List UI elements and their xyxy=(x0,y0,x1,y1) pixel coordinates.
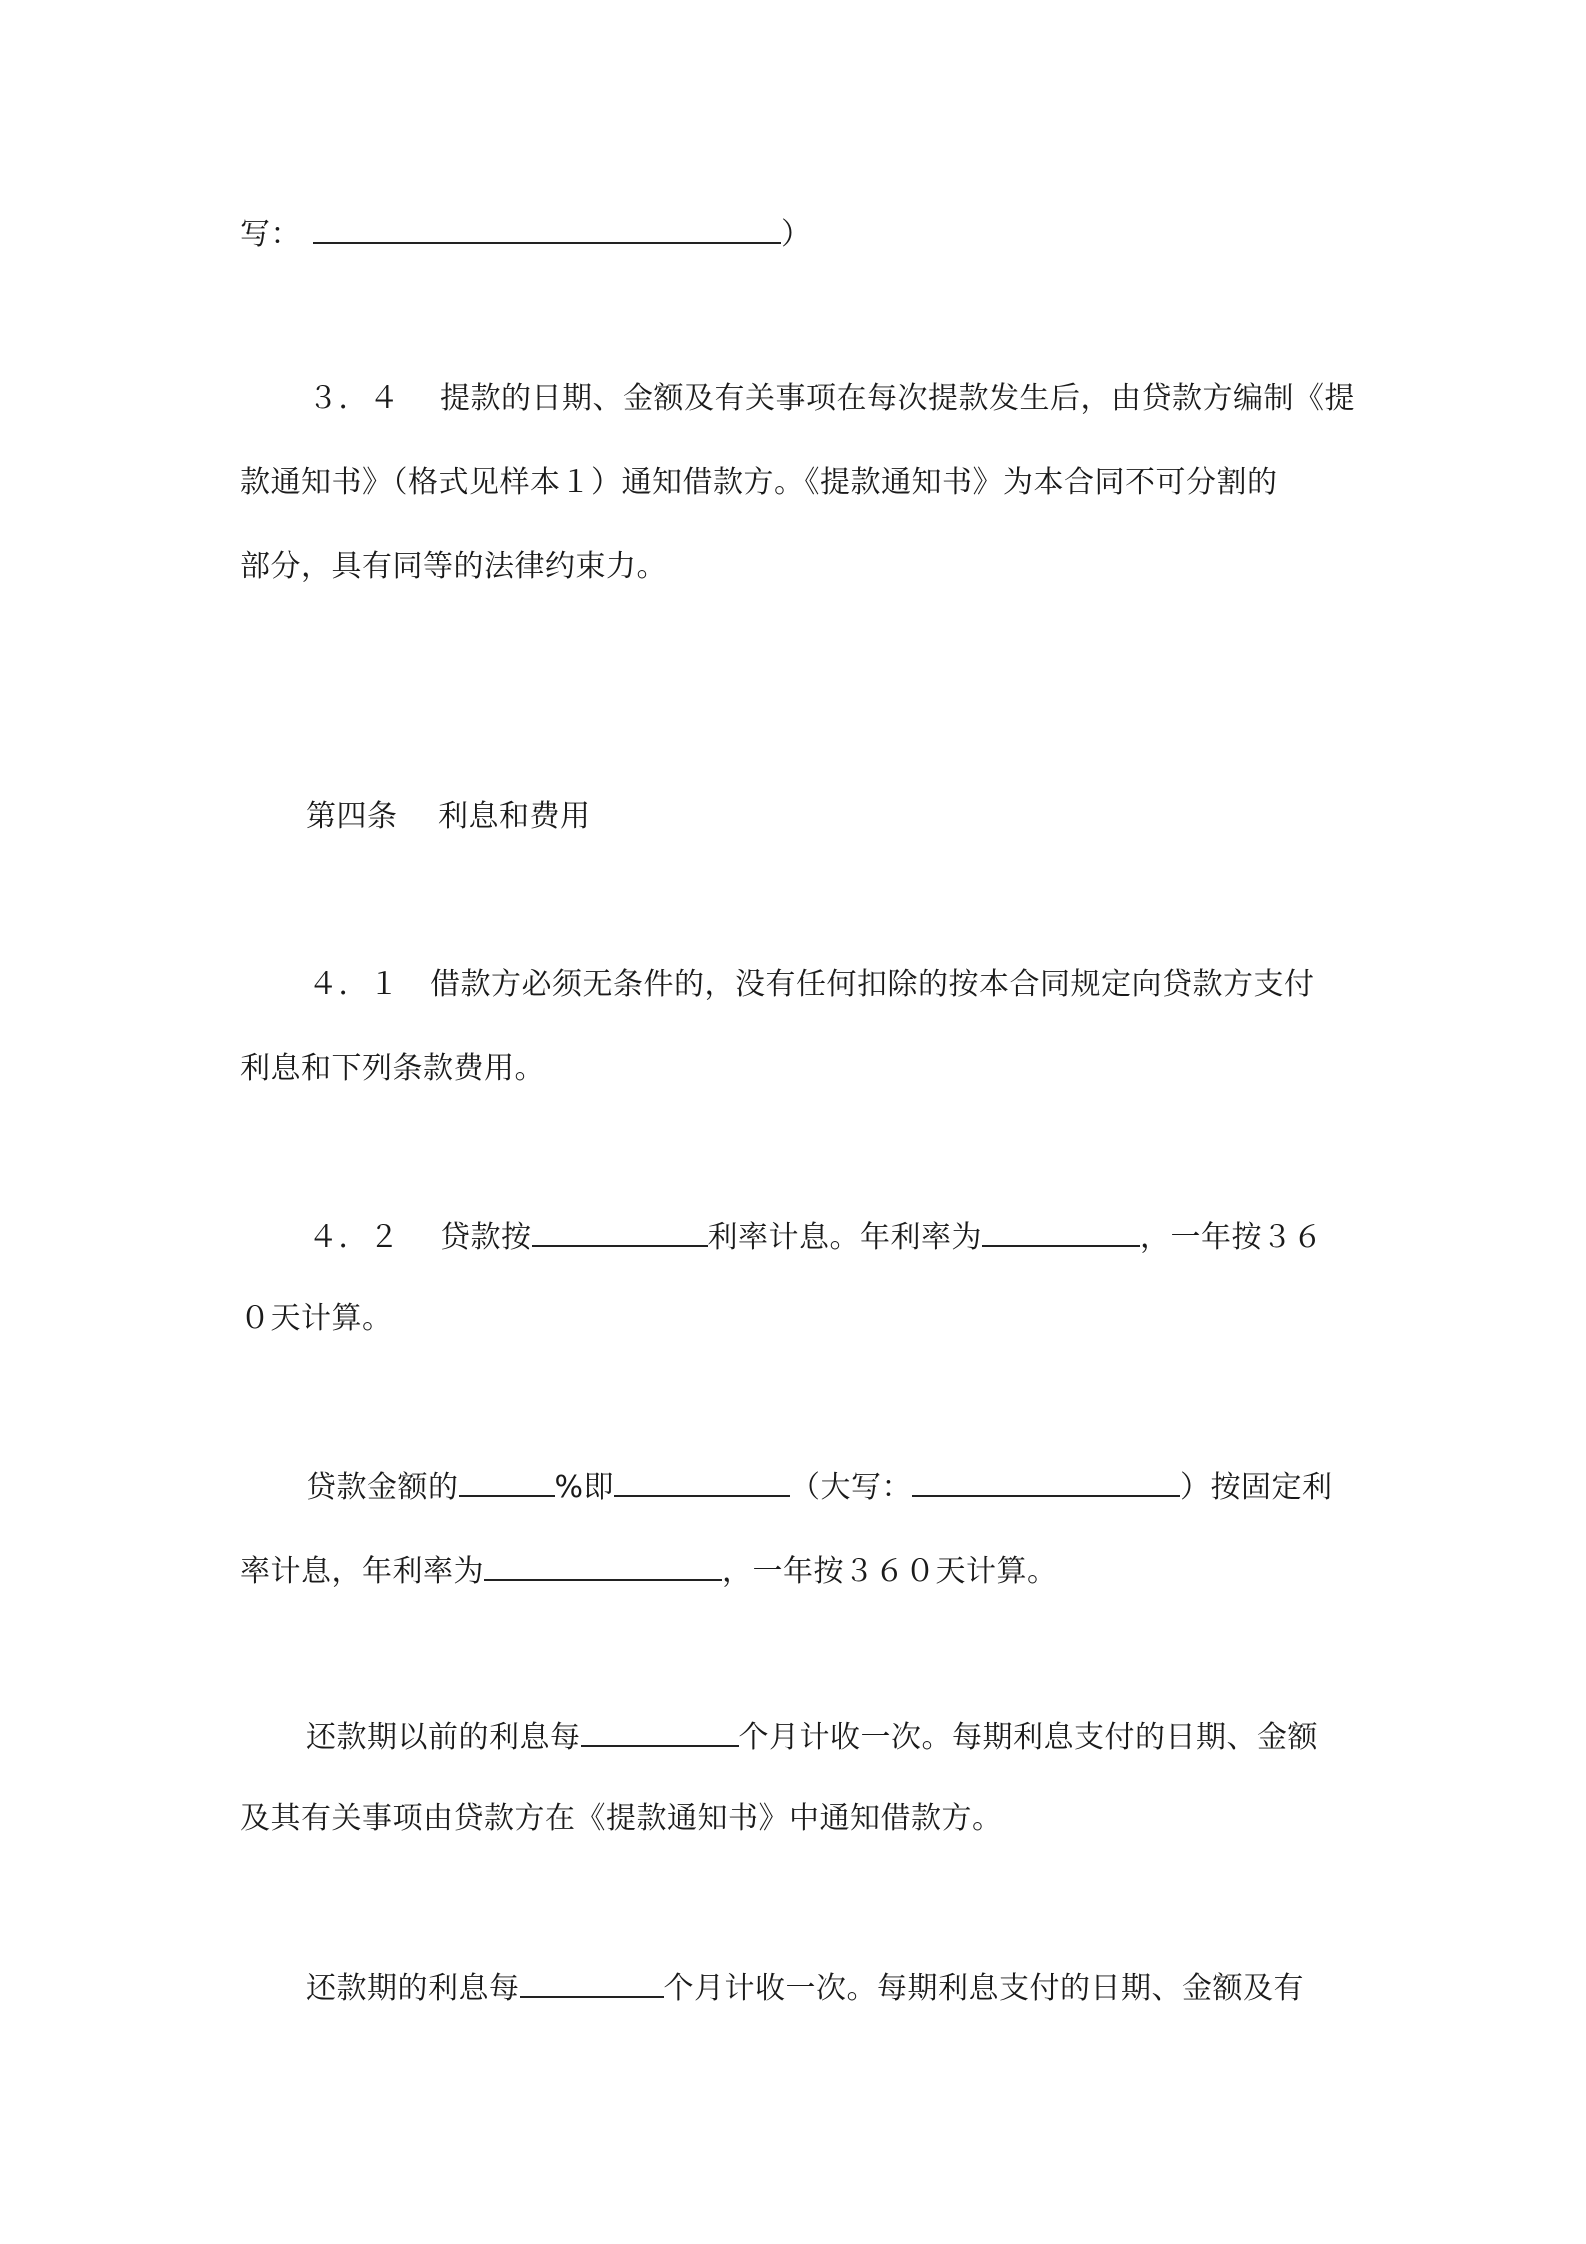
amount-words-blank xyxy=(912,1465,1180,1497)
loan-amount-text-f: ，一年按３６０天计算。 xyxy=(722,1554,1058,1589)
clause-4-2-line2: ０天计算。 xyxy=(240,1301,393,1336)
loan-amount-text-e: 率计息，年利率为 xyxy=(240,1554,484,1589)
amount-figures-blank xyxy=(614,1465,790,1497)
loan-amount-line1 xyxy=(306,1465,1333,1508)
repayment-text-a: 还款期的利息每 xyxy=(306,1971,520,2006)
clause-3-4-line3: 部分，具有同等的法律约束力。 xyxy=(240,549,667,584)
repayment-months-blank xyxy=(520,1966,664,1998)
fixed-rate-blank xyxy=(484,1549,722,1581)
loan-amount-text-c: （大写： xyxy=(790,1470,913,1505)
repayment-line1 xyxy=(306,1966,1304,2009)
pre-repayment-line1 xyxy=(306,1715,1318,1758)
clause-4-2-text-b: 利率计息。年利率为 xyxy=(707,1220,983,1255)
repayment-text-b: 个月计收一次。每期利息支付的日期、金额及有 xyxy=(663,1971,1304,2006)
pre-repayment-text-a: 还款期以前的利息每 xyxy=(306,1720,581,1755)
loan-amount-text-b: %即 xyxy=(554,1470,615,1505)
loan-amount-line2 xyxy=(240,1549,1058,1592)
clause-3-4-line2: 款通知书》（格式见样本１）通知借款方。《提款通知书》为本合同不可分割的 xyxy=(240,465,1278,500)
clause-3-4-line1: ３．４ 提款的日期、金额及有关事项在每次提款发生后，由贷款方编制《提 xyxy=(308,381,1356,416)
clause-4-1-line2: 利息和下列条款费用。 xyxy=(240,1051,545,1086)
loan-amount-text-d: ）按固定利 xyxy=(1180,1470,1333,1505)
annual-rate-blank xyxy=(982,1215,1140,1247)
clause-4-1-line1: ４．１ 借款方必须无条件的，没有任何扣除的按本合同规定向贷款方支付 xyxy=(308,967,1315,1002)
pre-repayment-months-blank xyxy=(581,1715,739,1747)
pre-repayment-line2: 及其有关事项由贷款方在《提款通知书》中通知借款方。 xyxy=(240,1801,1003,1836)
clause-3-3-suffix: ） xyxy=(781,217,812,252)
amount-in-words-blank xyxy=(313,212,781,244)
percent-blank xyxy=(459,1465,555,1497)
interest-type-blank xyxy=(532,1215,708,1247)
clause-4-2-line1 xyxy=(308,1215,1323,1258)
clause-4-2-text-a: ４．２ 贷款按 xyxy=(308,1220,532,1255)
loan-amount-text-a: 贷款金额的 xyxy=(306,1470,459,1505)
pre-repayment-text-b: 个月计收一次。每期利息支付的日期、金额 xyxy=(738,1720,1318,1755)
article-4-heading: 第四条 利息和费用 xyxy=(306,799,591,834)
clause-4-2-text-c: ，一年按３６ xyxy=(1140,1220,1324,1255)
clause-3-3-tail xyxy=(240,212,812,255)
clause-3-3-prefix: 写： xyxy=(240,217,301,252)
